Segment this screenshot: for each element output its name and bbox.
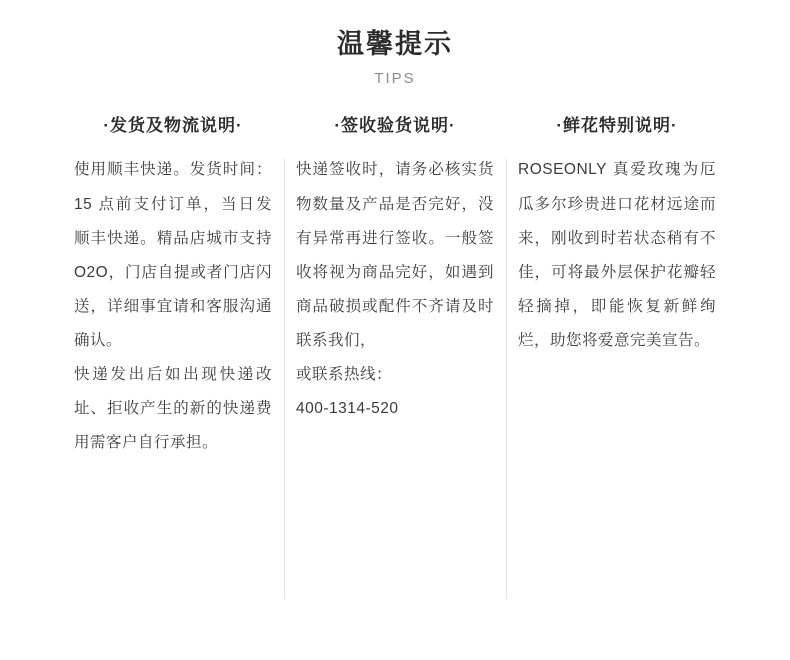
column-divider [506, 159, 507, 599]
column-receiving-heading: ·签收验货说明· [334, 116, 456, 136]
column-flowers-heading: ·鲜花特别说明· [556, 116, 678, 136]
column-shipping-body [70, 153, 276, 460]
paragraph: 使用顺丰快递。发货时间：15 点前支付订单，当日发顺丰快递。精品店城市支持 O2O，门店自提或者门店闪送，详细事宜请和客服沟通确认。 [74, 161, 272, 349]
page-subtitle: TIPS [374, 70, 416, 88]
column-shipping-heading: ·发货及物流说明· [103, 116, 243, 136]
paragraph: 或联系热线： [296, 366, 393, 384]
column-flowers [506, 115, 728, 358]
page-header [0, 0, 790, 87]
column-flowers-body [514, 153, 720, 358]
page-title: 温馨提示 [337, 29, 453, 59]
paragraph: ROSEONLY 真爱玫瑰为厄瓜多尔珍贵进口花材远途而来，刚收到时若状态稍有不佳，可将最外层保护花瓣轻轻摘掉，即能恢复新鲜绚烂，助您将爱意完美宣告。 [518, 161, 716, 349]
tips-columns [0, 115, 790, 460]
hotline-number: 400-1314-520 [296, 400, 399, 418]
column-shipping [62, 115, 284, 460]
paragraph: 快递发出后如出现快递改址、拒收产生的新的快递费用需客户自行承担。 [74, 366, 272, 452]
column-receiving-body [292, 153, 498, 426]
paragraph: 快递签收时，请务必核实货物数量及产品是否完好，没有异常再进行签收。一般签收将视为商品完好，如遇到商品破损或配件不齐请及时联系我们， [296, 161, 494, 349]
column-divider [284, 159, 285, 599]
column-receiving [284, 115, 506, 426]
